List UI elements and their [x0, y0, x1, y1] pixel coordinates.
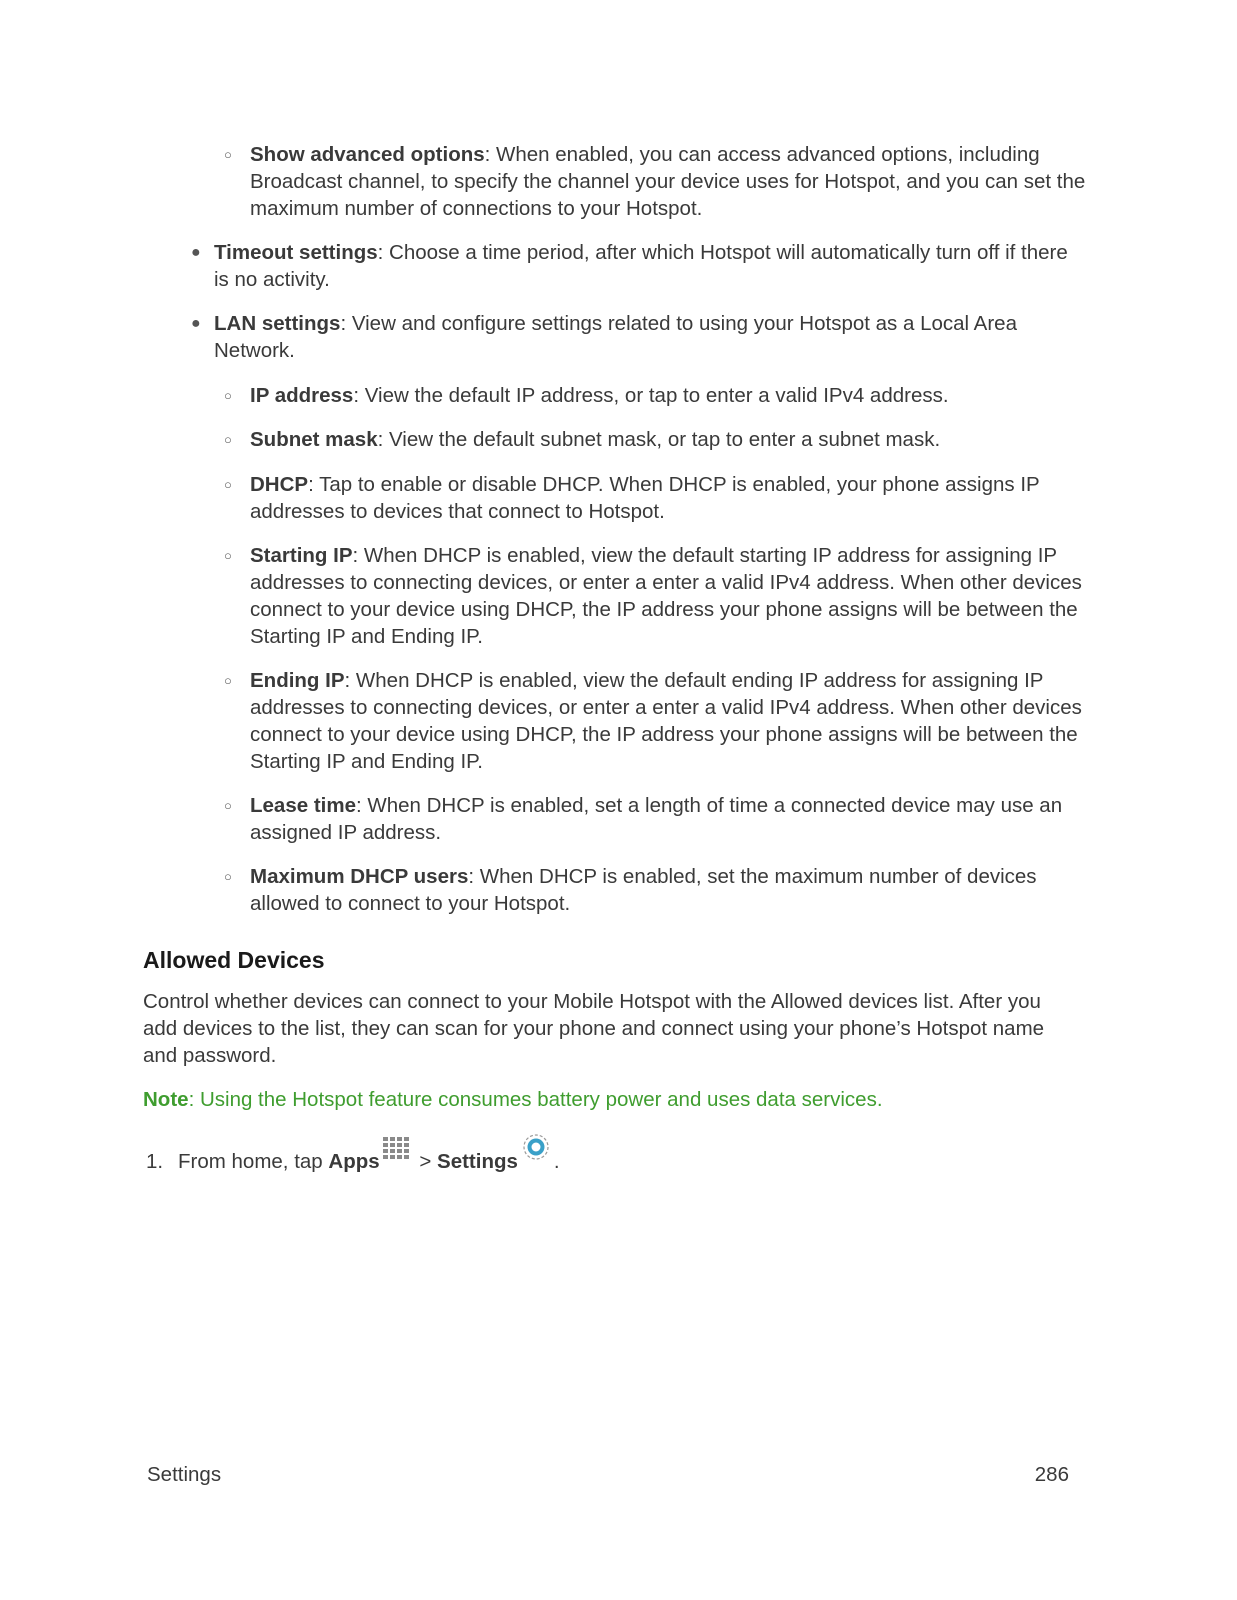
item-text: : View the default subnet mask, or tap to enter a subnet mask. — [377, 428, 941, 451]
step-apps-label: Apps — [328, 1150, 380, 1173]
note — [143, 1086, 883, 1113]
item-text: : View the default IP address, or tap to enter a valid IPv4 address. — [353, 384, 949, 407]
note-label: Note — [143, 1088, 189, 1111]
list-item-show-advanced-options — [224, 141, 1110, 222]
footer-page-number: 286 — [1034, 1463, 1069, 1486]
step-1 — [146, 1138, 560, 1175]
item-text: : When enabled, you can access advanced options, including Broadcast channel, to specify the channel your device uses for Hotspot, and you can set the maximum number of connections to your Hotspot. — [250, 143, 1086, 220]
circle-bullet-icon: ○ — [224, 147, 232, 162]
list-item-maximum-dhcp-users — [224, 863, 1110, 917]
item-text: : View and configure settings related to using your Hotspot as a Local Area Network. — [214, 312, 1017, 362]
section-paragraph: Control whether devices can connect to your Mobile Hotspot with the Allowed devices list. After you add devices to the list, they can scan for your phone and connect using your phone’s Hotspot name and password. — [143, 990, 1045, 1067]
item-term: DHCP — [250, 473, 309, 496]
item-text: : When DHCP is enabled, view the default starting IP address for assigning IP addresses to connecting devices, or enter a enter a valid IPv4 address. When other devices connect to your device using DHCP, the IP address your phone assigns will be between the Starting IP and Ending IP. — [250, 544, 1082, 648]
section-heading: Allowed Devices — [143, 947, 325, 973]
circle-bullet-icon: ○ — [224, 388, 232, 403]
list-item-timeout-settings — [191, 239, 1074, 293]
item-term: Timeout settings — [214, 241, 378, 264]
circle-bullet-icon: ○ — [224, 869, 232, 884]
note-text: : Using the Hotspot feature consumes battery power and uses data services. — [188, 1088, 883, 1111]
step-separator: > — [413, 1150, 438, 1173]
disc-bullet-icon: ● — [191, 315, 201, 332]
step-number: 1. — [146, 1150, 164, 1173]
item-term: LAN settings — [214, 312, 341, 335]
apps-grid-icon — [382, 1136, 412, 1164]
item-term: Starting IP — [250, 544, 353, 567]
list-item-dhcp — [224, 471, 1110, 525]
item-term: Ending IP — [250, 669, 345, 692]
item-term: Subnet mask — [250, 428, 378, 451]
item-term: Lease time — [250, 794, 356, 817]
item-text: : Choose a time period, after which Hotspot will automatically turn off if there is no activity. — [214, 241, 1068, 291]
circle-bullet-icon: ○ — [224, 548, 232, 563]
circle-bullet-icon: ○ — [224, 432, 232, 447]
list-item-ip-address — [224, 382, 1110, 409]
item-text: : Tap to enable or disable DHCP. When DHCP is enabled, your phone assigns IP addresses to devices that connect to Hotspot. — [250, 473, 1040, 523]
step-suffix: . — [553, 1150, 560, 1173]
item-term: Maximum DHCP users — [250, 865, 469, 888]
step-settings-label: Settings — [437, 1150, 518, 1173]
list-item-lease-time — [224, 792, 1110, 846]
list-item-lan-settings — [191, 310, 1074, 364]
item-text: : When DHCP is enabled, set the maximum number of devices allowed to connect to your Hotspot. — [250, 865, 1037, 915]
step-prefix: From home, tap — [178, 1150, 329, 1173]
item-term: Show advanced options — [250, 143, 485, 166]
item-term: IP address — [250, 384, 354, 407]
list-item-ending-ip — [224, 667, 1110, 775]
circle-bullet-icon: ○ — [224, 673, 232, 688]
circle-bullet-icon: ○ — [224, 798, 232, 813]
item-text: : When DHCP is enabled, view the default ending IP address for assigning IP addresses to connecting devices, or enter a enter a valid IPv4 address. When other devices connect to your device using DHCP, the IP address your phone assigns will be between the Starting IP and Ending IP. — [250, 669, 1082, 773]
item-text: : When DHCP is enabled, set a length of time a connected device may use an assigned IP address. — [250, 794, 1063, 844]
disc-bullet-icon: ● — [191, 244, 201, 261]
list-item-subnet-mask — [224, 426, 1110, 453]
footer-section-name: Settings — [147, 1463, 222, 1486]
list-item-starting-ip — [224, 542, 1110, 650]
settings-gear-icon — [520, 1132, 552, 1164]
circle-bullet-icon: ○ — [224, 477, 232, 492]
